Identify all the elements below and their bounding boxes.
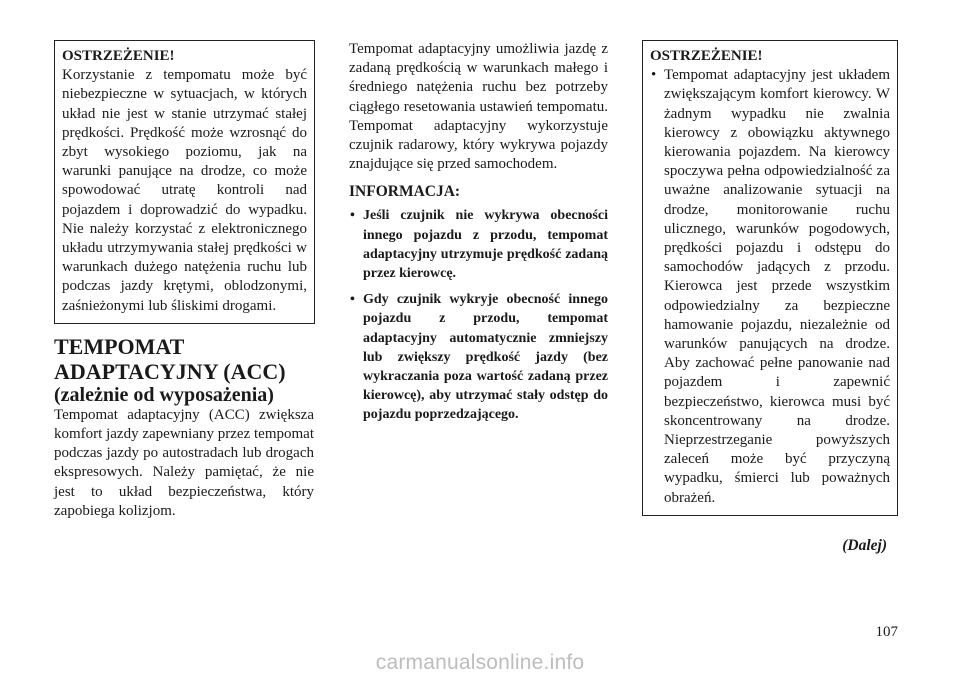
right-column bbox=[642, 40, 899, 516]
warning-list bbox=[650, 66, 890, 508]
warning-title: OSTRZEŻENIE! bbox=[650, 48, 763, 64]
bullet-icon: • bbox=[350, 208, 355, 224]
watermark: carmanualsonline.info bbox=[375, 651, 585, 674]
section-heading: TEMPOMAT ADAPTACYJNY (ACC) bbox=[54, 333, 286, 384]
info-item-text: Gdy czujnik wykryje obecność innego pojazdu z przodu, tempomat adaptacyjny automatycznie zmniejszy lub zwiększy prędkość jazdy (bez wykraczania poza wartość zadaną przez kierowcę), aby utrzymać stały odstęp do pojazdu poprzedzającego. bbox=[363, 292, 608, 423]
warning-box bbox=[54, 40, 315, 324]
info-item bbox=[349, 206, 608, 283]
info-item bbox=[349, 290, 608, 424]
left-column bbox=[54, 40, 314, 521]
info-title: INFORMACJA: bbox=[349, 183, 461, 201]
warning-item-text: Tempomat adaptacyjny jest układem zwiększającym komfort kierowcy. W żadnym wypadku nie zwalnia kierowcy z obowiązku aktywnego kierowania pojazdem. Na kierowcy spoczywa pełna odpowiedzialność za uważne analizowanie sytuacji na drodze, monitorowanie ruchu ulicznego, warunków pogodowych, prędkości pojazdu i odstępu do samochodów jadących z przodu. Kierowca jest przede wszystkim odpowiedzialny za bezpieczne hamowanie pojazdu, niezależnie od warunków panujących na drodze. Aby zachować pełne panowanie nad pojazdem i zapewnić bezpieczeństwo, kierowca musi być skoncentrowany na drodze. Nieprzestrzeganie powyższych zaleceń może być przyczyną wypadku, śmierci lub poważnych obrażeń. bbox=[664, 67, 890, 506]
warning-item bbox=[650, 66, 890, 508]
intro-paragraph: Tempomat adaptacyjny (ACC) zwiększa komfort jazdy zapewniany przez tempomat podczas jazdy po autostradach lub drogach ekspresowych. Należy pamiętać, że nie jest to układ bezpieczeństwa, który zapobiega kolizjom. bbox=[54, 406, 314, 519]
bullet-icon: • bbox=[350, 292, 355, 308]
info-list bbox=[349, 206, 608, 424]
warning-text: Korzystanie z tempomatu może być niebezpieczne w sytuacjach, w których układ nie jest w stanie utrzymać stałej prędkości. Prędkość może wzrosnąć do zbyt wysokiego poziomu, jak na warunki panujące na drodze, co może spowodować utratę kontroli nad pojazdem i doprowadzić do wypadku. Nie należy korzystać z elektronicznego układu utrzymywania stałej prędkości w warunkach dużego natężenia ruchu lub podczas jazdy krętymi, oblodzonymi, zaśnieżonymi lub śliskimi drogami. bbox=[62, 67, 307, 314]
info-item-text: Jeśli czujnik nie wykrywa obecności innego pojazdu z przodu, tempomat adaptacyjny utrzymuje prędkość zadaną przez kierowcę. bbox=[363, 208, 608, 282]
page-number: 107 bbox=[875, 624, 898, 640]
description-paragraph: Tempomat adaptacyjny umożliwia jazdę z zadaną prędkością w warunkach małego i średniego natężenia ruchu bez potrzeby ciągłego resetowania ustawień tempomatu. Tempomat adaptacyjny wykorzystuje czujnik radarowy, który wykrywa pojazdy znajdujące się przed samochodem. bbox=[349, 41, 608, 173]
warning-title: OSTRZEŻENIE! bbox=[62, 48, 175, 64]
section-subheading: (zależnie od wyposażenia) bbox=[54, 383, 274, 406]
middle-column bbox=[349, 40, 608, 432]
bullet-icon: • bbox=[651, 67, 657, 84]
warning-box bbox=[642, 40, 898, 516]
continued-label: (Dalej) bbox=[842, 537, 887, 554]
